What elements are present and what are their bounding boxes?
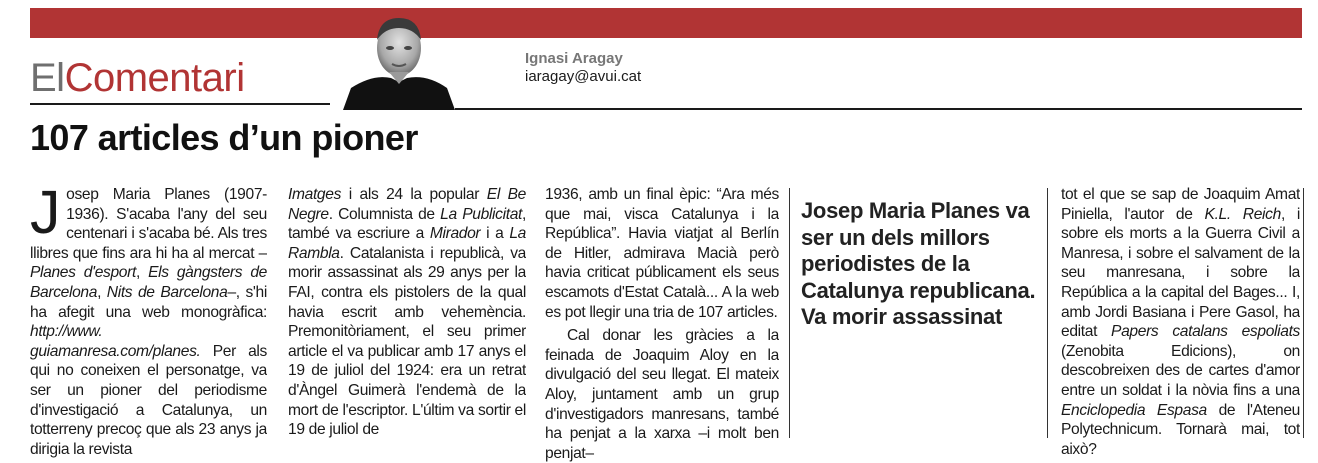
page-edge-line [1303,188,1304,438]
section-title [30,55,245,101]
col1-text-4: –, s'hi ha afegit una web monogràfica: [30,283,267,321]
col2-italic-2: El Be Negre [288,186,526,223]
col2-text-1: i als 24 la popular [341,186,487,203]
section-title-part2: Comentari [64,56,245,100]
author-name: Ignasi Aragay [525,50,623,67]
col5-italic-2: Papers catalans espoliats [1111,323,1300,341]
col1-text-1: osep Maria Planes (1907-1936). S'acaba l'any del seu centenari i s'acaba bé. Als tres llibres que fins ara hi ha al mercat – [30,186,267,262]
col2-italic-3: La Publicitat [440,205,523,223]
col1-text-5: Per als qui no coneixen el personatge, va ser un pioner del periodisme d'investigació a Catalunya, un totterreny precoç que als 23 anys ja dirigia la revista [30,342,267,458]
col2-italic-4: Mirador [429,225,481,243]
header-color-bar [30,8,1302,38]
col5-italic-1: K.L. Reich [1204,205,1281,223]
col2-text-3: , també va escriure a [288,205,526,243]
col2-text-4: i a [480,225,510,243]
drop-cap: J [30,185,61,246]
col5-text-4: de l'Ateneu Polytechnicum. Tornarà mai, tot això? [1061,401,1300,458]
col1-italic-4: http://www. guiamanresa.com/planes. [30,323,201,360]
pull-quote: Josep Maria Planes va ser un dels millors periodistes de la Catalunya republicana. Va morir assassinat [801,198,1036,329]
header-rule-left [30,103,330,105]
author-photo [343,10,455,110]
col1-italic-3: Nits de Barcelona [106,283,228,301]
author-byline [525,50,641,86]
section-title-part1: El [30,56,65,100]
author-email: iaragay@avui.cat [525,68,642,85]
article-column-5 [1061,185,1300,463]
col1-text-3: , [97,283,107,301]
col5-text-2: , i sobre els morts a la Guerra Civil a Manresa, i sobre el salvament de la seu manresana, i sobre la República a la capital del Bages... I, amb Jordi Basiana i Pere Gasol, ha editat [1061,205,1300,341]
article-column-3 [545,185,779,463]
col3-paragraph-2: Cal donar les gràcies a la feinada de Joaquim Aloy en la divulgació del seu llegat. El mateix Aloy, juntament amb un grup d'investigadors manresans, també ha penjat a la xarxa –i molt ben penjat– [545,327,779,462]
col3-paragraph-1: 1936, amb un final èpic: “Ara més que mai, visca Catalunya i la República”. Havia viatjat al Berlín de Hitler, admirava Macià però havia criticat públicament els seus escamots d'Estat Català... A la web es pot llegir una tria de 107 articles. [545,186,779,321]
col1-italic-2: Els gàngsters de Barcelona [30,264,267,301]
article-column-2 [288,185,526,463]
column-divider-left [789,188,790,438]
article-headline: 107 articles d’un pioner [30,117,418,158]
header-rule-right [455,108,1302,110]
col5-text-1: tot el que se sap de Joaquim Amat Piniella, l'autor de [1061,186,1300,223]
col2-text-2: . Columnista de [328,205,441,223]
col2-text-5: . Catalanista i republicà, va morir assassinat als 29 anys per la FAI, contra els pistolers de la qual havia escrit amb vehemència. Premonitòriament, el seu primer article el va publicar amb 17 anys el 19 de juliol del 1924: era un retrat d'Àngel Guimerà l'endemà de la mort de l'escriptor. L'últim va sortir el 19 de juliol de [288,244,526,439]
col1-text-2: , [135,264,149,282]
col5-italic-3: Enciclopedia Espasa [1061,401,1207,419]
col1-italic-1: Planes d'esport [30,264,136,282]
article-column-1 [30,185,267,463]
col5-text-3: (Zenobita Edicions), on descobreixen des de cartes d'amor entre un soldat i la nòvia fins a una [1061,342,1300,399]
col2-italic-1: Imatges [288,186,342,203]
column-divider-right [1047,188,1048,438]
col2-italic-5: La Rambla [288,225,526,262]
